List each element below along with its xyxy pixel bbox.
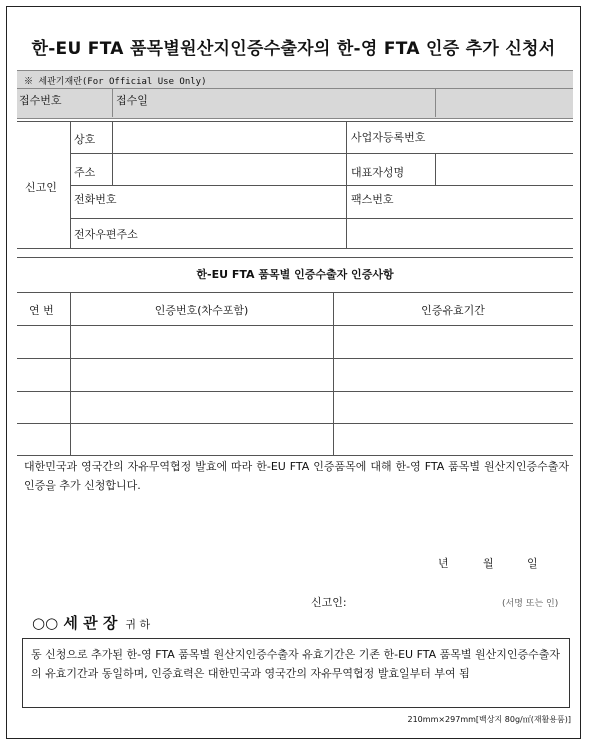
note-text: 동 신청으로 추가된 한-영 FTA 품목별 원산지인증수출자 유효기간은 기존 한-EU FTA 품목별 원산지인증수출자의 유효기간과 동일하며, 인증효력은 대한민국과 영국간의 자유무역협정 발효일부터 부여 됨 — [31, 648, 560, 680]
address-label: 주소 — [74, 166, 96, 179]
addressee — [32, 612, 150, 633]
divider — [70, 121, 71, 248]
phone-label: 전화번호 — [74, 193, 117, 206]
signer-label: 신고인: — [311, 596, 347, 609]
receipt-no-label: 접수번호 — [19, 94, 62, 107]
month-label: 월 — [483, 557, 494, 570]
business-no-label: 사업자등록번호 — [351, 131, 426, 144]
official-use-label: ※ 세관기재란(For Official Use Only) — [24, 77, 207, 87]
company-field[interactable] — [113, 122, 345, 152]
address-field[interactable] — [113, 154, 345, 184]
divider — [17, 88, 573, 89]
divider — [70, 218, 573, 219]
receipt-date-label: 접수일 — [116, 94, 148, 107]
divider — [17, 248, 573, 249]
divider — [17, 292, 573, 293]
representative-label: 대표자성명 — [351, 166, 405, 179]
divider — [17, 325, 573, 326]
addressee-name: ○○ 세 관 장 — [32, 614, 118, 632]
company-label: 상호 — [74, 133, 96, 146]
col-cert-no-header: 인증번호(차수포함) — [154, 304, 249, 317]
day-label: 일 — [527, 557, 538, 570]
divider — [17, 391, 573, 392]
representative-field[interactable] — [436, 154, 572, 184]
cert-section-title: 한-EU FTA 품목별 인증수출자 인증사항 — [196, 268, 394, 281]
applicant-label: 신고인 — [25, 181, 57, 194]
note-box — [22, 638, 570, 708]
divider — [346, 121, 347, 248]
fax-label: 팩스번호 — [351, 193, 394, 206]
email-label: 전자우편주소 — [74, 228, 138, 241]
divider — [17, 358, 573, 359]
divider — [17, 257, 573, 258]
form-title: 한-EU FTA 품목별원산지인증수출자의 한-영 FTA 인증 추가 신청서 — [31, 39, 556, 59]
year-label: 년 — [438, 557, 449, 570]
divider — [17, 455, 573, 456]
divider — [70, 185, 573, 186]
paper-spec: 210mm×297mm[백상지 80g/㎡(재활용품)] — [407, 715, 571, 724]
sign-hint: (서명 또는 인) — [502, 599, 559, 609]
divider — [112, 88, 113, 117]
col-valid-header: 인증유효기간 — [421, 304, 485, 317]
declaration-text: 대한민국과 영국간의 자유무역협정 발효에 따라 한-EU FTA 인증품목에 대해 한-영 FTA 품목별 원산지인증수출자 인증을 추가 신청합니다. — [24, 460, 569, 492]
col-seq-header: 연 번 — [29, 304, 54, 317]
divider — [435, 88, 436, 117]
addressee-suffix: 귀 하 — [125, 618, 151, 631]
divider — [17, 423, 573, 424]
